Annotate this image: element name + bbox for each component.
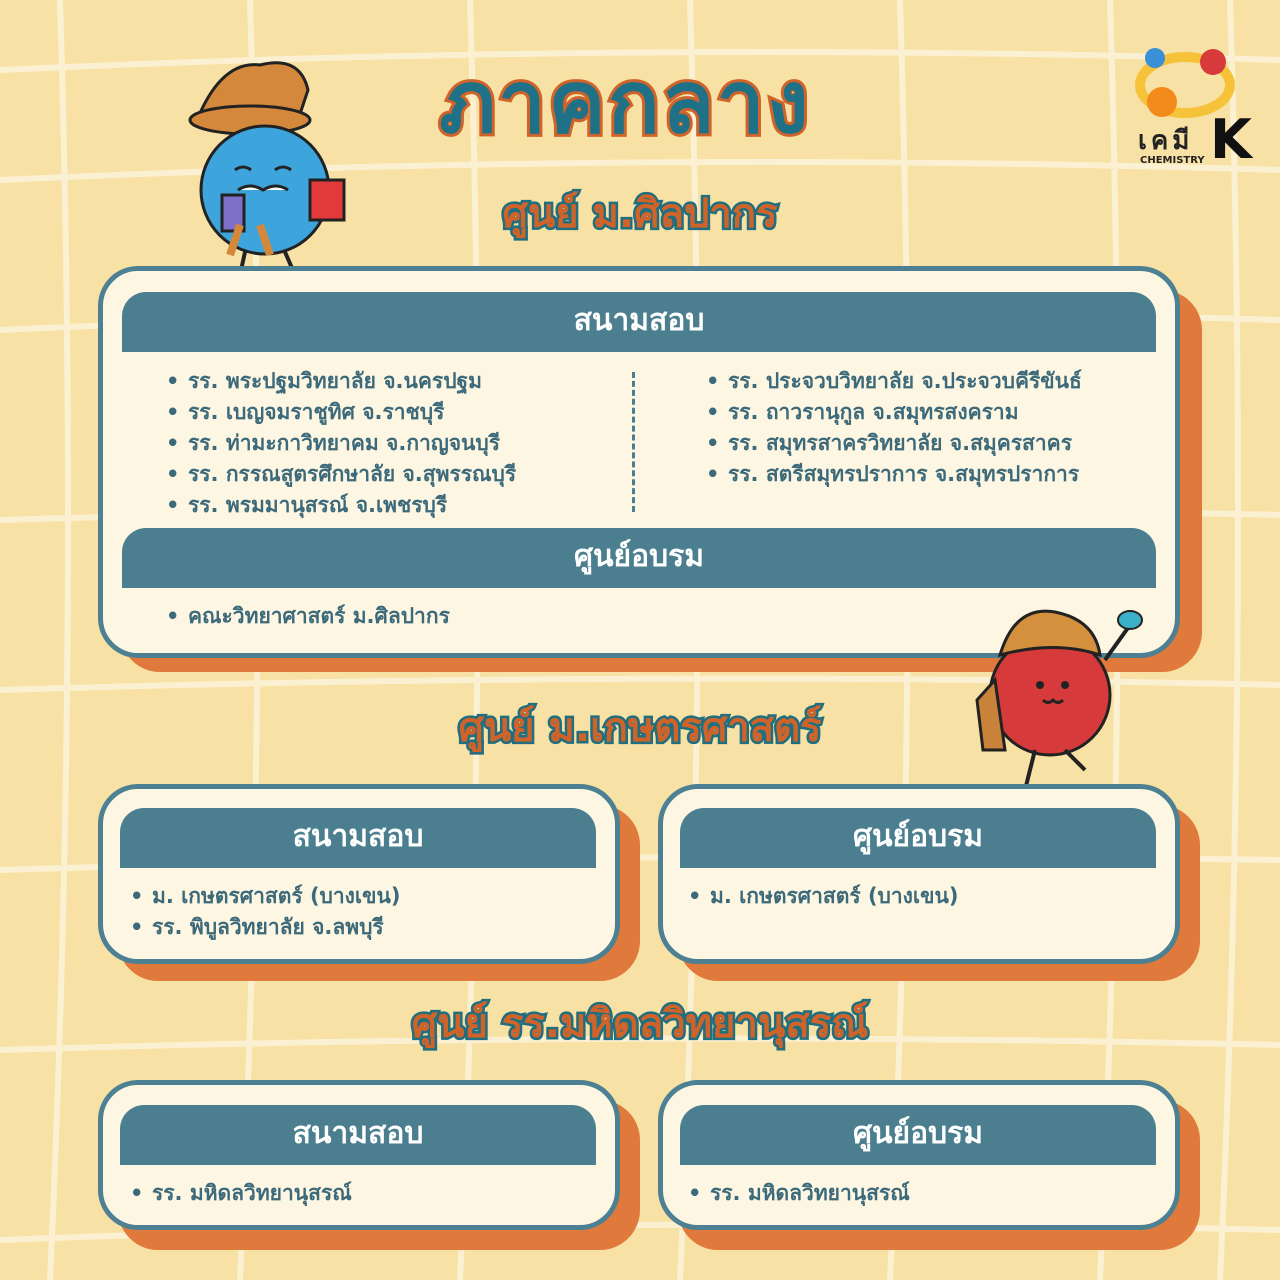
band-training-silpakorn: ศูนย์อบรม [122, 528, 1156, 588]
list-item: • รร. พรมมานุสรณ์ จ.เพชรบุรี [188, 490, 516, 521]
center-title-silpakorn: ศูนย์ ม.ศิลปากร [502, 191, 778, 237]
red-mascot-explorer-icon [965, 600, 1150, 810]
band-training-kasetsart: ศูนย์อบรม [680, 808, 1156, 868]
list-item: • รร. สตรีสมุทรปราการ จ.สมุทรปราการ [728, 459, 1082, 490]
list-item: • รร. ถาวรานุกูล จ.สมุทรสงคราม [728, 397, 1082, 428]
training-sites-silpakorn [166, 601, 450, 632]
list-item: • รร. ท่ามะกาวิทยาคม จ.กาญจนบุรี [188, 428, 516, 459]
center-title-mahidol: ศูนย์ รร.มหิดลวิทยานุสรณ์ [411, 1001, 869, 1047]
exam-sites-kasetsart [130, 881, 400, 943]
list-item: • คณะวิทยาศาสตร์ ม.ศิลปากร [188, 601, 450, 632]
logo-text: เคมี [1138, 126, 1194, 156]
exam-sites-right-silpakorn [706, 366, 1082, 490]
list-item: • รร. เบญจมราชูทิศ จ.ราชบุรี [188, 397, 516, 428]
band-exam-kasetsart: สนามสอบ [120, 808, 596, 868]
training-sites-kasetsart [688, 881, 958, 912]
training-sites-mahidol [688, 1178, 910, 1209]
exam-sites-mahidol [130, 1178, 352, 1209]
exam-sites-left-silpakorn [166, 366, 516, 521]
main-title: ภาคกลาง [439, 53, 811, 153]
list-item: • รร. พิบูลวิทยาลัย จ.ลพบุรี [152, 912, 400, 943]
list-item: • รร. มหิดลวิทยานุสรณ์ [710, 1178, 910, 1209]
blue-mascot-cowboy-icon [180, 50, 350, 280]
band-exam-mahidol: สนามสอบ [120, 1105, 596, 1165]
list-item: • รร. ประจวบวิทยาลัย จ.ประจวบคีรีขันธ์ [728, 366, 1082, 397]
band-exam-silpakorn: สนามสอบ [122, 292, 1156, 352]
logo-subtitle: CHEMISTRY [1140, 155, 1205, 166]
list-item: • ม. เกษตรศาสตร์ (บางเขน) [710, 881, 958, 912]
column-divider [632, 372, 635, 512]
logo-letter: K [1210, 108, 1252, 171]
list-item: • รร. กรรณสูตรศึกษาลัย จ.สุพรรณบุรี [188, 459, 516, 490]
list-item: • รร. พระปฐมวิทยาลัย จ.นครปฐม [188, 366, 516, 397]
list-item: • ม. เกษตรศาสตร์ (บางเขน) [152, 881, 400, 912]
band-training-mahidol: ศูนย์อบรม [680, 1105, 1156, 1165]
list-item: • รร. สมุทรสาครวิทยาลัย จ.สมุครสาคร [728, 428, 1082, 459]
center-title-kasetsart: ศูนย์ ม.เกษตรศาสตร์ [458, 705, 822, 751]
list-item: • รร. มหิดลวิทยานุสรณ์ [152, 1178, 352, 1209]
